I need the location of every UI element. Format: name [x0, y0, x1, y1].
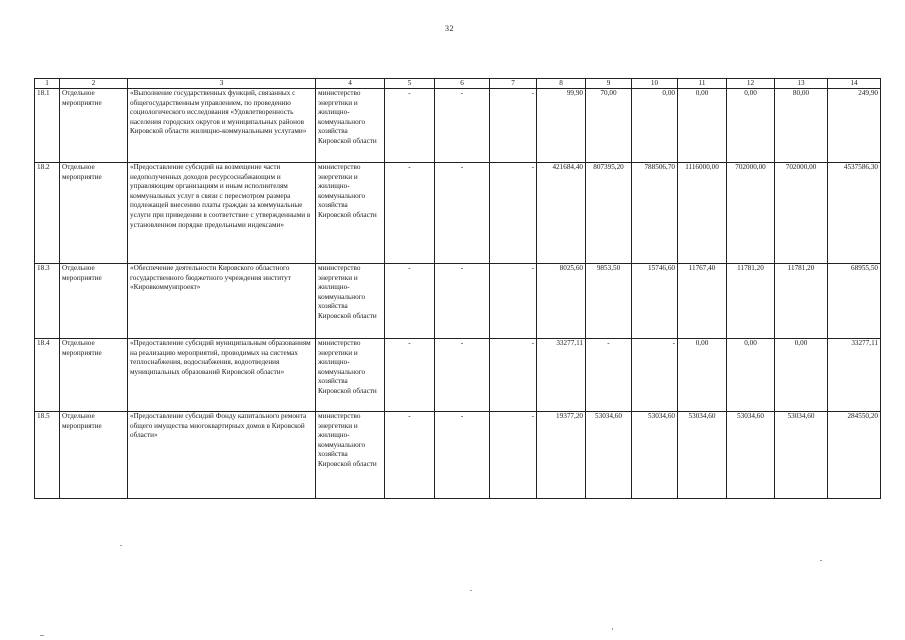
value-cell: 788506,70 [632, 163, 678, 264]
value-cell: 53034,60 [678, 412, 727, 499]
scan-speck [470, 590, 472, 591]
value-cell: 702000,00 [775, 163, 828, 264]
value-cell: 421684,40 [537, 163, 586, 264]
event-name: «Выполнение государственных функций, связанных с общегосударственным управлением, по проведению социологического исследования «Удовлетворенность населения городских округов и муниципальных районов Кировской области жилищно-коммунальными услугами» [128, 89, 316, 163]
value-cell: 8025,60 [537, 264, 586, 339]
row-number: 18.4 [35, 339, 60, 412]
value-cell: 0,00 [727, 89, 775, 163]
column-number: 10 [632, 79, 678, 89]
row-number: 18.1 [35, 89, 60, 163]
event-type: Отдельное мероприятие [60, 264, 128, 339]
column-number: 6 [435, 79, 490, 89]
event-name: «Предоставление субсидий Фонду капитального ремонта общего имущества многоквартирных домов в Кировской области» [128, 412, 316, 499]
value-cell: - [586, 339, 632, 412]
value-cell: 284550,20 [828, 412, 881, 499]
event-type: Отдельное мероприятие [60, 412, 128, 499]
value-cell: 4537586,30 [828, 163, 881, 264]
table-row [35, 412, 881, 499]
value-cell: - [490, 89, 537, 163]
value-cell: - [435, 412, 490, 499]
column-number: 11 [678, 79, 727, 89]
budget-table [34, 78, 881, 499]
executor: министерство энергетики и жилищно-коммунального хозяйства Кировской области [316, 339, 385, 412]
table-row [35, 89, 881, 163]
value-cell: 33277,11 [537, 339, 586, 412]
table-row [35, 264, 881, 339]
value-cell: 70,00 [586, 89, 632, 163]
value-cell: 9853,50 [586, 264, 632, 339]
scan-speck [820, 560, 822, 561]
value-cell: - [435, 163, 490, 264]
column-number: 5 [385, 79, 435, 89]
value-cell: 53034,60 [632, 412, 678, 499]
value-cell: 0,00 [775, 339, 828, 412]
value-cell: 68955,50 [828, 264, 881, 339]
value-cell: 53034,60 [775, 412, 828, 499]
value-cell: 1116000,00 [678, 163, 727, 264]
value-cell: 702000,00 [727, 163, 775, 264]
column-number: 13 [775, 79, 828, 89]
value-cell: 0,00 [678, 339, 727, 412]
executor: министерство энергетики и жилищно-коммунального хозяйства Кировской области [316, 89, 385, 163]
event-type: Отдельное мероприятие [60, 339, 128, 412]
value-cell: 53034,60 [727, 412, 775, 499]
value-cell: - [435, 339, 490, 412]
executor: министерство энергетики и жилищно-коммунального хозяйства Кировской области [316, 264, 385, 339]
value-cell: 15746,60 [632, 264, 678, 339]
event-name: «Предоставление субсидий муниципальным образованиям на реализацию мероприятий, проводимых на системах теплоснабжения, водоснабжения, водоотведения муниципальных образований Кировской области» [128, 339, 316, 412]
value-cell: 807395,20 [586, 163, 632, 264]
column-number: 3 [128, 79, 316, 89]
value-cell: 19377,20 [537, 412, 586, 499]
value-cell: 33277,11 [828, 339, 881, 412]
table-row [35, 339, 881, 412]
value-cell: 11781,20 [775, 264, 828, 339]
executor: министерство энергетики и жилищно-коммунального хозяйства Кировской области [316, 163, 385, 264]
value-cell: 99,90 [537, 89, 586, 163]
page-number: 32 [445, 24, 454, 33]
column-number: 9 [586, 79, 632, 89]
event-name: «Предоставление субсидий на возмещение части недополученных доходов ресурсоснабжающим и управляющим организациям и иным исполнителям коммунальных услуг в связи с пересмотром размера подлежащей внесению платы граждан за коммунальные услуги при приведении в соответствие с утвержденными в установленном порядке предельными индексами» [128, 163, 316, 264]
column-number: 12 [727, 79, 775, 89]
value-cell: - [385, 89, 435, 163]
scan-speck [40, 635, 44, 636]
value-cell: - [385, 412, 435, 499]
table-row [35, 163, 881, 264]
column-number: 4 [316, 79, 385, 89]
value-cell: 249,90 [828, 89, 881, 163]
value-cell: - [490, 339, 537, 412]
row-number: 18.3 [35, 264, 60, 339]
column-number: 8 [537, 79, 586, 89]
value-cell: - [435, 264, 490, 339]
value-cell: 11781,20 [727, 264, 775, 339]
value-cell: 11767,40 [678, 264, 727, 339]
value-cell: - [632, 339, 678, 412]
column-number: 2 [60, 79, 128, 89]
value-cell: - [435, 89, 490, 163]
executor: министерство энергетики и жилищно-коммунального хозяйства Кировской области [316, 412, 385, 499]
value-cell: - [490, 412, 537, 499]
value-cell: - [490, 264, 537, 339]
value-cell: 0,00 [632, 89, 678, 163]
column-number: 14 [828, 79, 881, 89]
column-number: 1 [35, 79, 60, 89]
value-cell: - [385, 163, 435, 264]
event-type: Отдельное мероприятие [60, 163, 128, 264]
event-type: Отдельное мероприятие [60, 89, 128, 163]
row-number: 18.2 [35, 163, 60, 264]
event-name: «Обеспечение деятельности Кировского областного государственного бюджетного учреждения институт «Кировкоммунпроект» [128, 264, 316, 339]
row-number: 18.5 [35, 412, 60, 499]
column-number-row [35, 79, 881, 89]
column-number: 7 [490, 79, 537, 89]
value-cell: 0,00 [678, 89, 727, 163]
value-cell: - [490, 163, 537, 264]
value-cell: 80,00 [775, 89, 828, 163]
scan-speck [120, 545, 122, 546]
value-cell: - [385, 264, 435, 339]
value-cell: - [385, 339, 435, 412]
value-cell: 0,00 [727, 339, 775, 412]
value-cell: 53034,60 [586, 412, 632, 499]
scan-speck [612, 628, 613, 630]
